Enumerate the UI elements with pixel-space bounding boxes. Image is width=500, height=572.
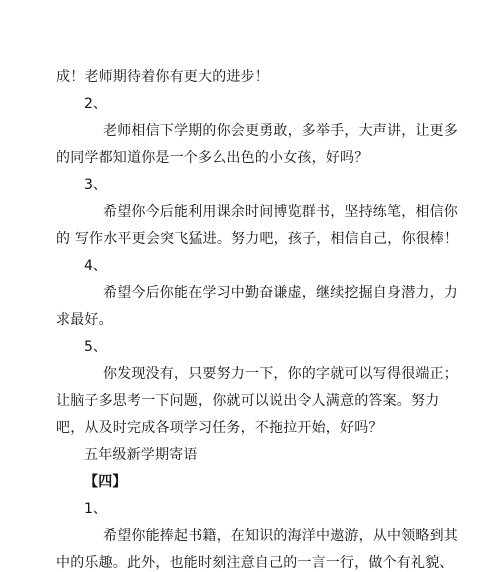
item-number-2: 2、 (84, 96, 107, 112)
paragraph-line: 你发现没有，只要努力一下，你的字就可以写得很端正； (103, 366, 458, 382)
section-heading: 五年级新学期寄语 (84, 447, 198, 463)
section-marker: 【四】 (84, 474, 127, 490)
paragraph-line: 老师相信下学期的你会更勇敢，多举手，大声讲，让更多 (103, 123, 458, 139)
item-number-1: 1、 (84, 501, 107, 517)
paragraph-line: 中的乐趣。此外，也能时刻注意自己的一言一行，做个有礼貌、 (56, 555, 454, 571)
paragraph-line: 的 写作水平更会突飞猛进。努力吧，孩子，相信自己，你很棒！ (56, 231, 459, 247)
paragraph-line: 的同学都知道你是一个多么出色的小女孩，好吗？ (56, 150, 369, 166)
item-number-3: 3、 (84, 177, 107, 193)
paragraph-line: 求最好。 (56, 312, 113, 328)
paragraph-line: 希望今后你能在学习中勤奋谦虚，继续挖掘自身潜力，力 (103, 285, 458, 301)
item-number-5: 5、 (84, 339, 107, 355)
paragraph-line: 希望你今后能利用课余时间博览群书，坚持练笔，相信你 (103, 204, 458, 220)
paragraph-line: 吧，从及时完成各项学习任务，不拖拉开始，好吗？ (56, 420, 383, 436)
paragraph-line: 希望你能捧起书籍，在知识的海洋中遨游，从中领略到其 (103, 528, 458, 544)
paragraph-line: 让脑子多思考一下问题，你就可以说出令人满意的答案。努力 (56, 393, 440, 409)
item-number-4: 4、 (84, 258, 107, 274)
paragraph-line: 成！老师期待着你有更大的进步！ (56, 69, 269, 85)
